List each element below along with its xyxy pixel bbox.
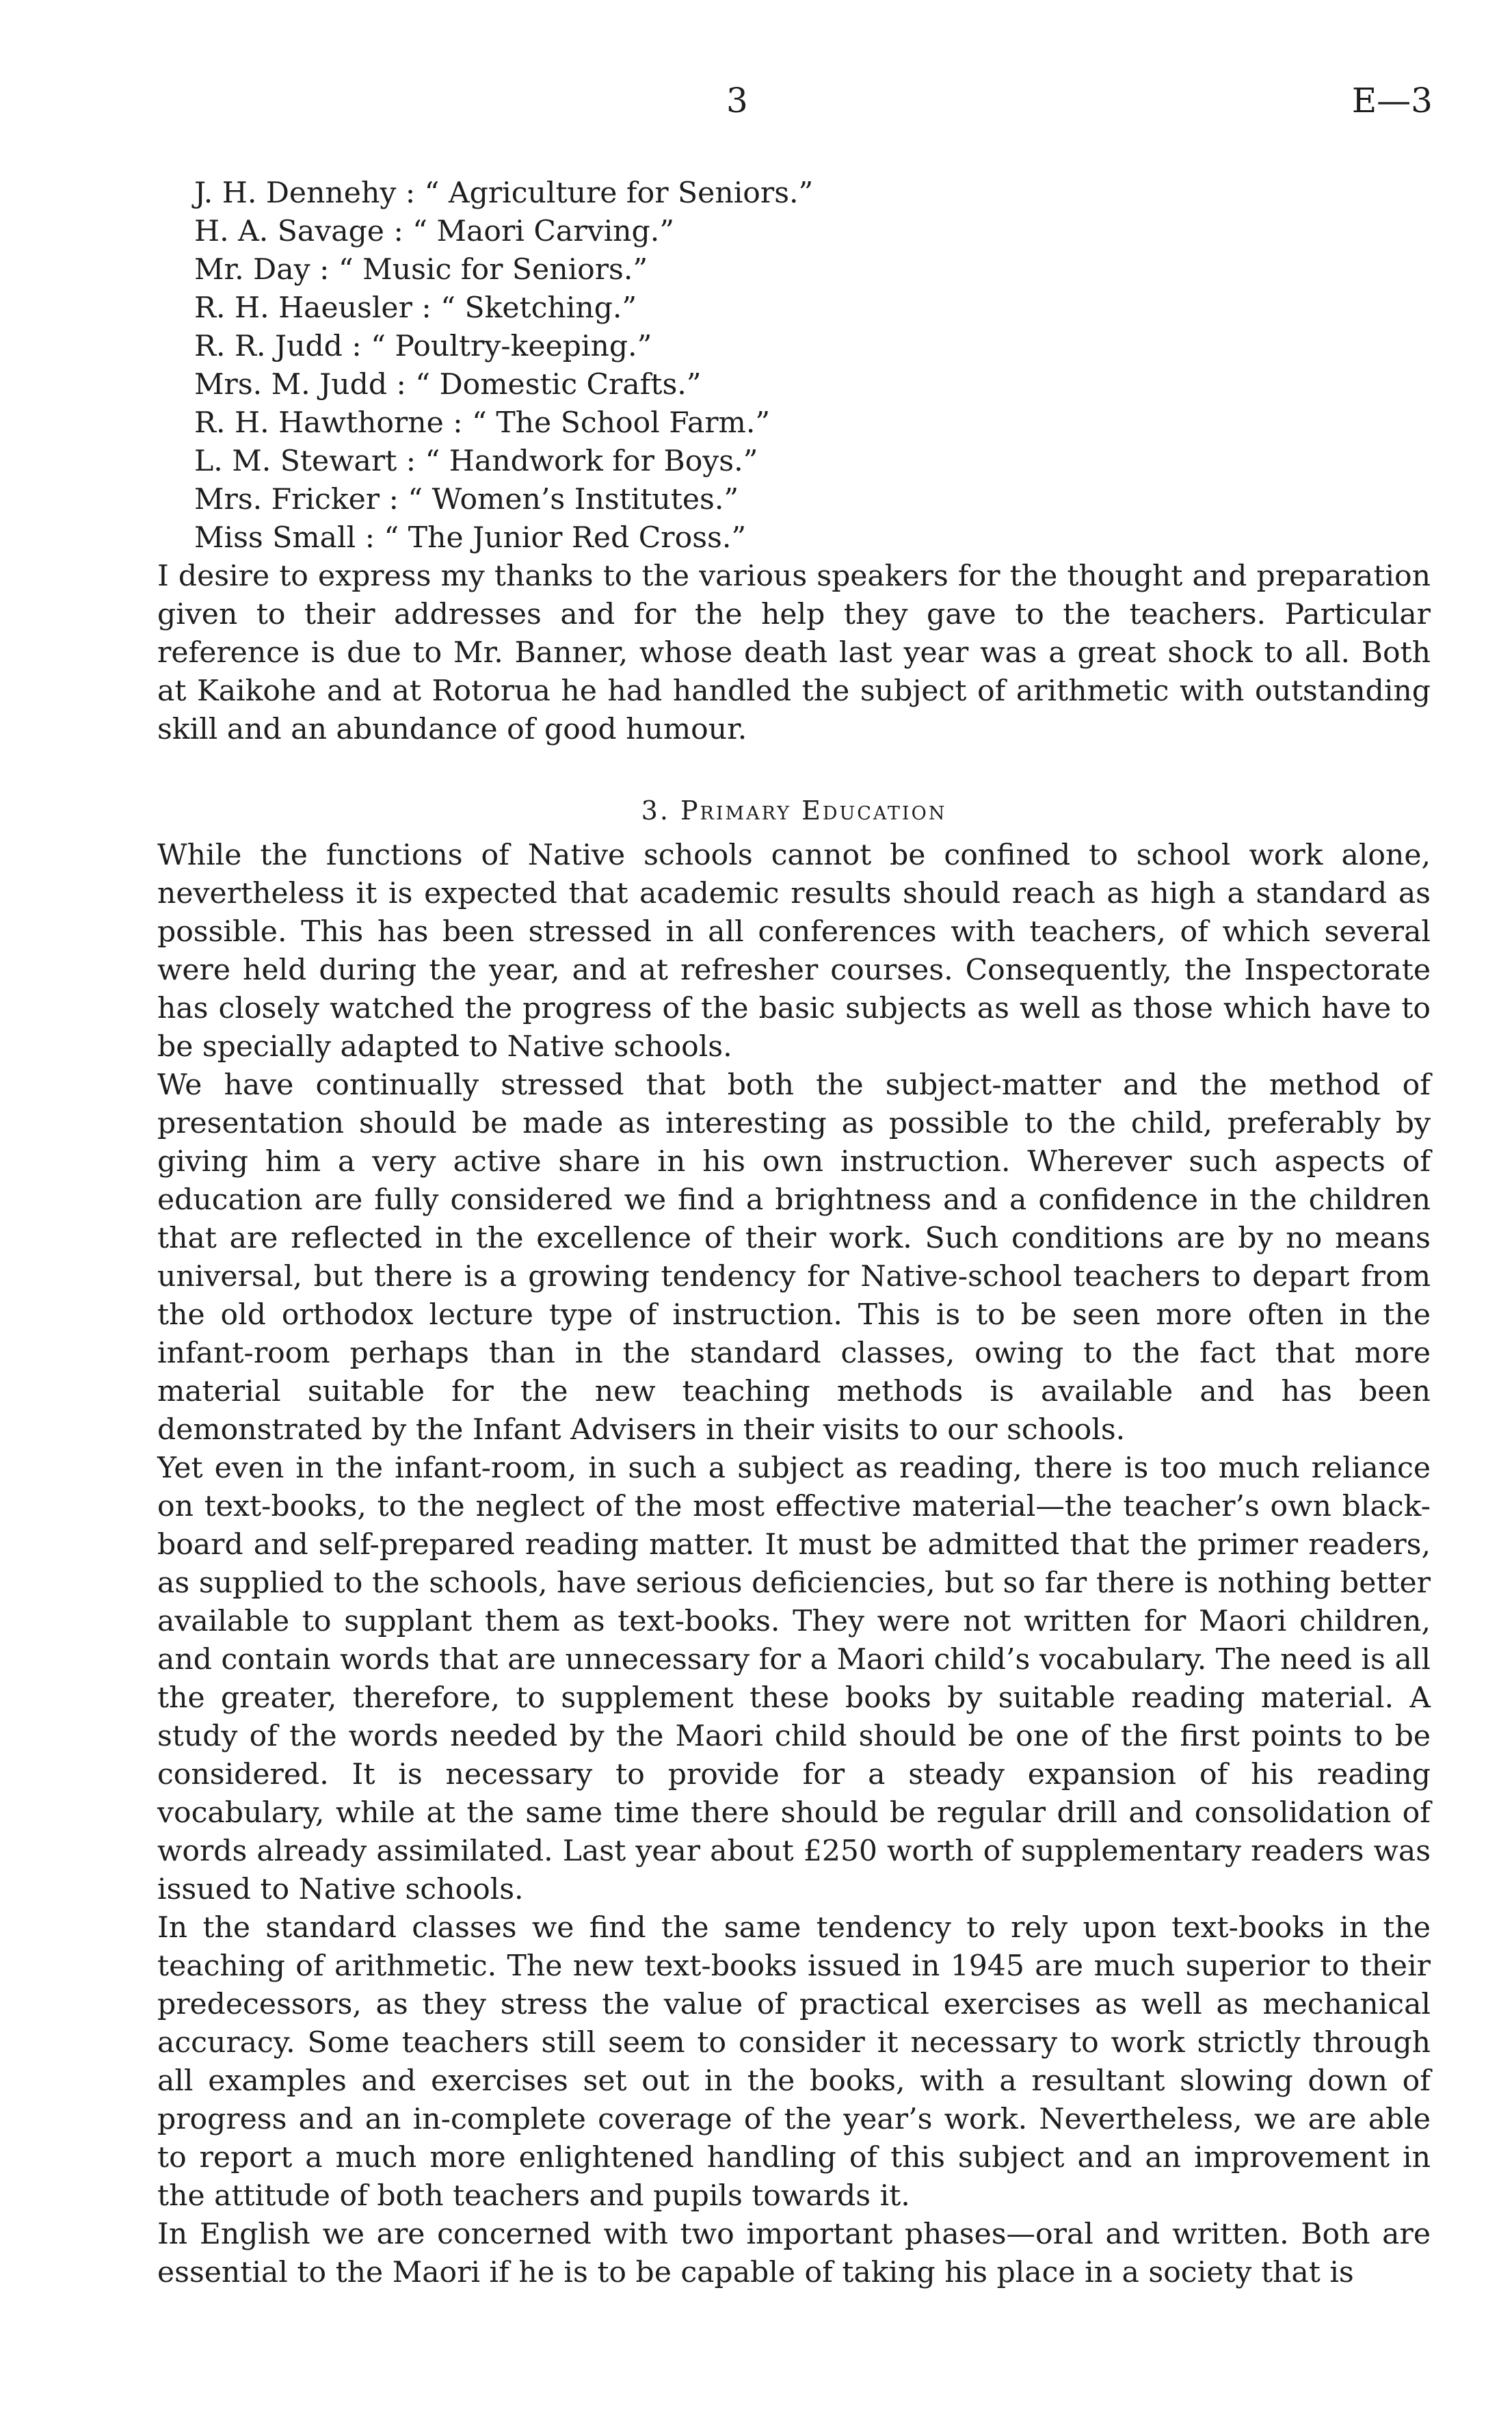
speaker-item: J. H. Dennehy : “ Agriculture for Seniors.” <box>194 176 814 210</box>
speaker-item: Mrs. M. Judd : “ Domestic Crafts.” <box>194 368 702 402</box>
speaker-item: H. A. Savage : “ Maori Carving.” <box>194 215 674 248</box>
page-number: 3 <box>726 81 748 120</box>
speaker-item: L. M. Stewart : “ Handwork for Boys.” <box>194 445 758 478</box>
speaker-item: Miss Small : “ The Junior Red Cross.” <box>194 521 747 555</box>
speaker-item: Mr. Day : “ Music for Seniors.” <box>194 253 648 287</box>
paragraph-arithmetic: In the standard classes we find the same tendency to rely upon text-books in the teaching of arithmetic. The new text-books issued in 1945 are much superior to their predecessors, as they stress the value of practical exercises as well as mechanical accuracy. Some teachers still seem to consider it necessary to work strictly through all examples and exercises set out in the books, with a resultant slowing down of progress and an in-complete coverage of the year’s work. Nevertheless, we are able to report a much more enlightened handling of this subject and an improvement in the attitude of both teachers and pupils towards it. <box>157 1911 1431 2213</box>
speaker-item: R. R. Judd : “ Poultry-keeping.” <box>194 330 652 363</box>
speaker-list <box>194 174 1431 557</box>
page-header <box>0 77 1512 131</box>
section-heading: 3. Primary Education <box>641 796 947 826</box>
paragraph-reading: Yet even in the infant-room, in such a subject as reading, there is too much reliance on text-books, to the neglect of the most effective material—the teacher’s own black-board and self-prepared reading matter. It must be admitted that the primer readers, as supplied to the schools, have serious deficiencies, but so far there is nothing better available to supplant them as text-books. They were not written for Maori children, and contain words that are unnecessary for a Maori child’s vocabulary. The need is all the greater, therefore, to supplement these books by suitable reading material. A study of the words needed by the Maori child should be one of the first points to be considered. It is necessary to provide for a steady expansion of his reading vocabulary, while at the same time there should be regular drill and consolidation of words already assimilated. Last year about £250 worth of supplementary readers was issued to Native schools. <box>157 1451 1431 1906</box>
page-body <box>157 174 1431 2292</box>
paragraph-english: In English we are concerned with two important phases—oral and written. Both are essential to the Maori if he is to be capable of taking his place in a society that is <box>157 2218 1431 2289</box>
thanks-paragraph: I desire to express my thanks to the various speakers for the thought and preparation given to their addresses and for the help they gave to the teachers. Particular reference is due to Mr. Banner, whose death last year was a great shock to all. Both at Kaikohe and at Rotorua he had handled the subject of arithmetic with outstanding skill and an abundance of good humour. <box>157 560 1431 746</box>
speaker-item: R. H. Haeusler : “ Sketching.” <box>194 291 637 325</box>
speaker-item: R. H. Hawthorne : “ The School Farm.” <box>194 406 771 440</box>
series-code: E—3 <box>1351 81 1433 120</box>
paragraph-presentation: We have continually stressed that both the subject-matter and the method of presentation should be made as interesting as possible to the child, preferably by giving him a very active share in his own instruction. Wherever such aspects of education are fully considered we find a brightness and a confidence in the children that are reflected in the excellence of their work. Such conditions are by no means universal, but there is a growing tendency for Native-school teachers to depart from the old orthodox lecture type of instruction. This is to be seen more often in the infant-room perhaps than in the standard classes, owing to the fact that more material suitable for the new teaching methods is available and has been demonstrated by the Infant Advisers in their visits to our schools. <box>157 1068 1431 1447</box>
paragraph-functions: While the functions of Native schools cannot be confined to school work alone, nevertheless it is expected that academic results should reach as high a standard as possible. This has been stressed in all conferences with teachers, of which several were held during the year, and at refresher courses. Consequently, the Inspectorate has closely watched the progress of the basic subjects as well as those which have to be specially adapted to Native schools. <box>157 839 1431 1064</box>
speaker-item: Mrs. Fricker : “ Women’s Institutes.” <box>194 483 739 516</box>
